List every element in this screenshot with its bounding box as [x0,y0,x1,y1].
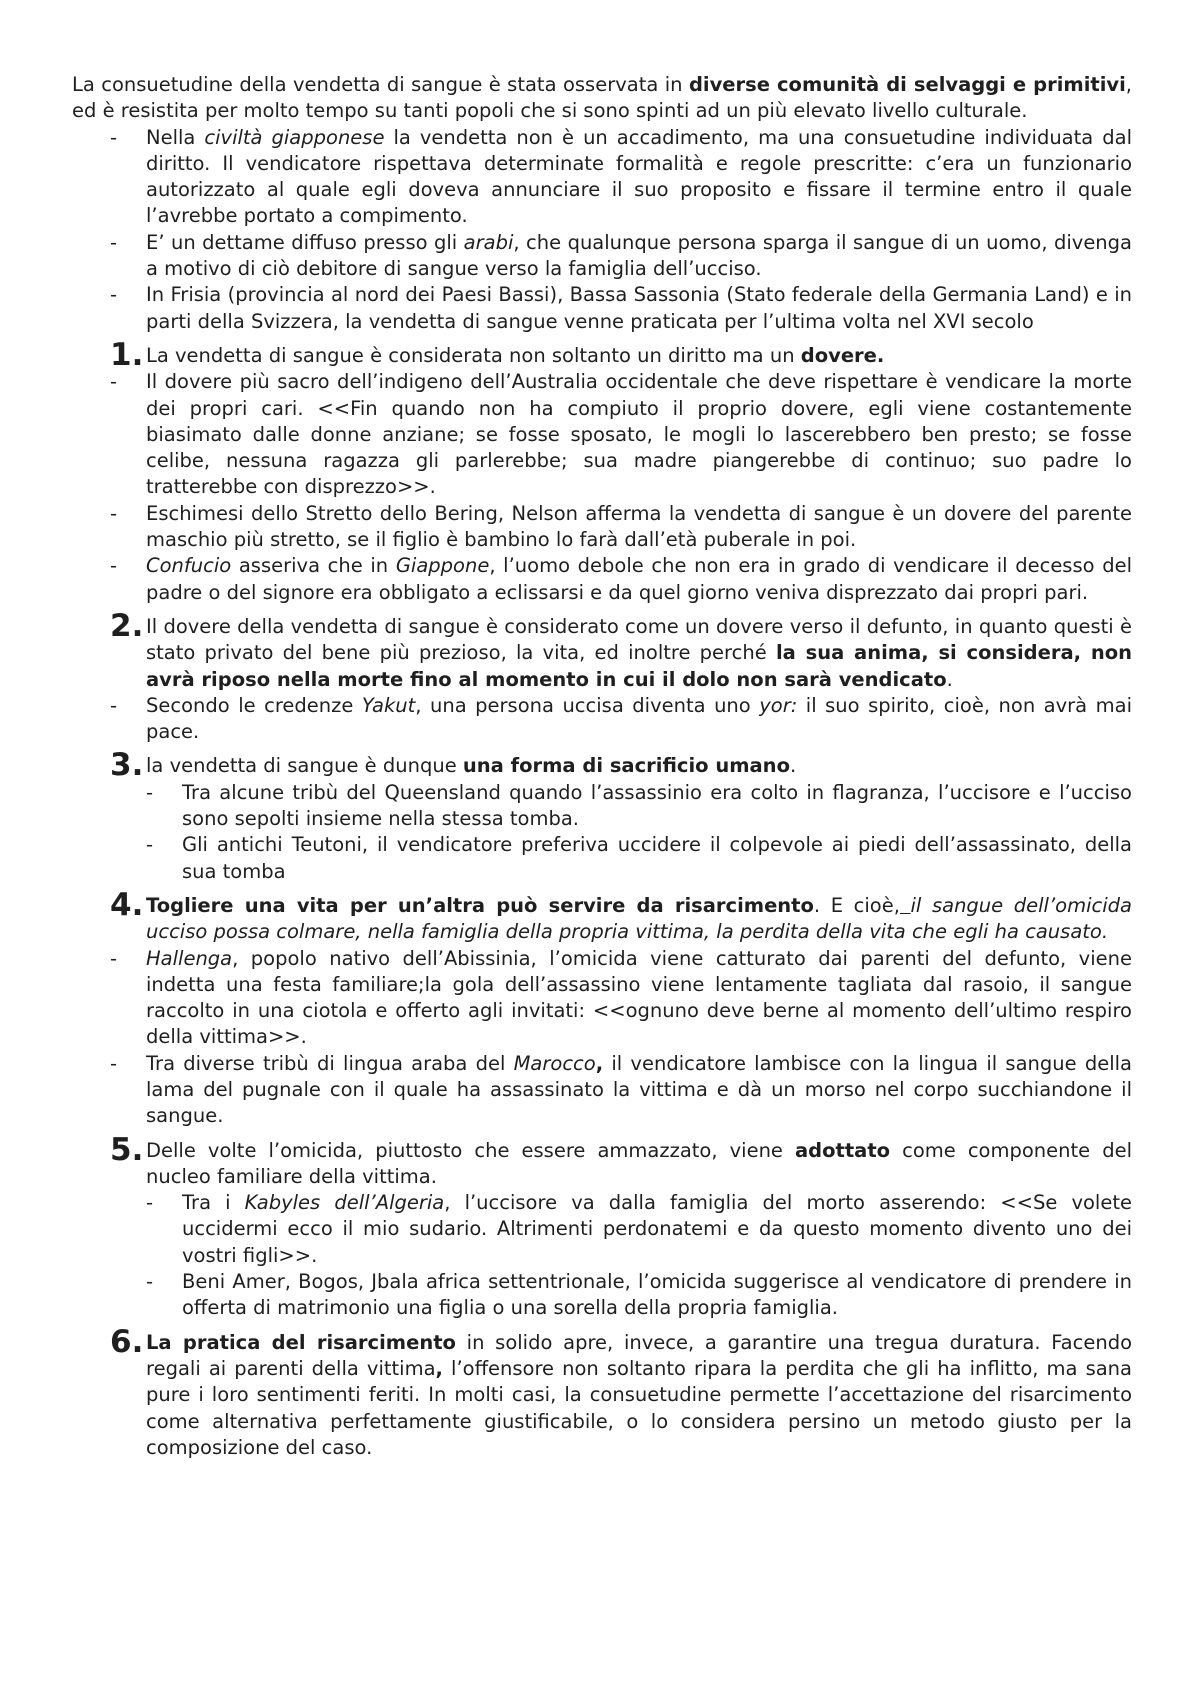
dash-bullet: - [146,1270,154,1294]
dash-bullet: - [110,554,118,578]
item-text: E’ un dettame diffuso presso gli [146,230,464,254]
dash-bullet: - [110,946,118,970]
item-text: Gli antichi Teutoni, il vendicatore preferiva uccidere il colpevole ai piedi dell’assassinato, della sua tomba [182,833,1132,883]
section-bold: La pratica del risarcimento [146,1330,456,1354]
section-text: Delle volte l’omicida, piuttosto che essere ammazzato, viene [146,1138,795,1162]
dash-bullet: - [110,125,118,149]
section-text: in solido apre, invece, a garantire una tregua duratura. Facendo regali ai parenti della vittima [146,1330,1132,1380]
dash-bullet: - [110,693,118,717]
intro-text-1: La consuetudine della vendetta di sangue è stata osservata in [72,73,689,96]
list-item [72,282,1132,335]
list-item [72,125,1132,230]
item-italic: yor: [759,693,798,717]
item-text: Tra alcune tribù del Queensland quando l’assassinio era colto in flagranza, l’uccisore e l’ucciso sono sepolti insieme nella stessa tomba. [182,780,1132,831]
item-text: , una persona uccisa diventa uno [415,693,760,717]
sub-list-item [72,1190,1132,1269]
list-item [72,693,1132,746]
section-2 [72,607,1132,693]
section-bold: , [435,1356,443,1380]
section-italic: il sangue dell’omicida ucciso possa colmare, nella famiglia della propria vittima, la perdita della vita che egli ha causato. [146,893,1132,944]
section-number: 4. [110,886,144,923]
list-item [72,1051,1132,1130]
item-italic: civiltà giapponese [204,125,385,149]
item-text: la vendetta non è un accadimento, ma una consuetudine individuata dal diritto. Il vendicatore rispettava determinate formalità e regole prescritte: c’era un funzionario autorizzato al quale egli doveva annunciare il suo proposito e fissare il termine entro il quale l’avrebbe portato a compimento. [146,125,1132,228]
list-item [72,501,1132,554]
item-italic: Confucio [146,554,232,578]
list-item [72,230,1132,283]
section-text: . [946,667,953,691]
section-bold: adottato [795,1138,891,1162]
list-item [72,553,1132,606]
dash-bullet: - [110,283,118,307]
item-italic: Kabyles dell’Algeria [244,1191,445,1215]
item-text: il suo spirito, cioè, non avrà mai pace. [146,693,1132,744]
item-text: Nella [146,125,205,149]
section-text: l’offensore non soltanto ripara la perdita che gli ha inflitto, ma sana pure i loro sentimenti feriti. In molti casi, la consuetudine permette l’accettazione del risarcimento come alternativa perfettamente giustificabile, o lo considera persino un metodo giusto per la composizione del caso. [146,1356,1132,1459]
item-italic: arabi [463,230,514,254]
item-text: Beni Amer, Bogos, Jbala africa settentrionale, l’omicida suggerisce al vendicatore di prendere in offerta di matrimonio una figlia o una sorella della propria famiglia. [182,1270,1132,1320]
section-bold: dovere. [800,343,885,367]
item-text: Tra i [182,1191,245,1215]
dash-bullet: - [146,1191,154,1215]
section-text: come componente del nucleo familiare della vittima. [146,1138,1132,1188]
intro-bold: diverse comunità di selvaggi e primitivi [688,73,1126,96]
item-italic: Marocco [513,1051,596,1075]
item-italic: Giappone [395,554,490,578]
dash-bullet: - [146,833,154,857]
section-bold: Togliere una vita per un’altra può servire da risarcimento [146,893,814,917]
sub-list-item [72,832,1132,885]
section-4 [72,886,1132,946]
item-text: In Frisia (provincia al nord dei Paesi Bassi), Bassa Sassonia (Stato federale della Germania Land) e in parti della Svizzera, la vendetta di sangue venne praticata per l’ultima volta nel XVI secolo [146,283,1132,333]
section-6 [72,1323,1132,1461]
section-number: 6. [110,1323,144,1360]
section-1 [72,336,1132,373]
section-text: . [789,754,797,778]
item-text: Il dovere più sacro dell’indigeno dell’Australia occidentale che deve rispettare è vendicare la morte dei propri cari. <<Fin quando non ha compiuto il proprio dovere, egli viene costantemente biasimato dalle donne anziane; se fosse sposato, le mogli lo lascerebbero ben presto; se fosse celibe, nessuna ragazza gli parlerebbe; sua madre piangerebbe di continuo; suo padre lo tratterebbe con disprezzo>>. [146,370,1132,499]
sub-list-item [72,1269,1132,1322]
section-text: Il dovere della vendetta di sangue è considerato come un dovere verso il defunto, in quanto questi è stato privato del bene più prezioso, la vita, ed inoltre perché [146,614,1132,665]
dash-bullet: - [146,780,154,804]
section-5 [72,1131,1132,1191]
item-text: Secondo le credenze [146,693,362,717]
section-number: 5. [110,1131,144,1168]
dash-bullet: - [110,370,118,394]
section-number: 2. [110,607,144,644]
list-item [72,946,1132,1051]
section-text: . E cioè, [813,893,900,917]
item-text: , l’uccisore va dalla famiglia del morto asserendo: <<Se volete uccidermi ecco il mio sudario. Altrimenti perdonatemi e da questo momento divento uno dei vostri figli>>. [182,1191,1132,1267]
item-italic: Hallenga [146,946,233,970]
section-text: La vendetta di sangue è considerata non soltanto un diritto ma un [146,343,801,367]
section-number: 3. [110,747,144,784]
dash-bullet: - [110,230,118,254]
item-text: , l’uomo debole che non era in grado di vendicare il decesso del padre o del signore era obbligato a eclissarsi e da quel giorno veniva disprezzato dai propri pari. [146,554,1132,604]
item-text: , popolo nativo dell’Abissinia, l’omicida viene catturato dai parenti del defunto, viene indetta una festa familiare;la gola dell’assassino viene lentamente tagliata dal rasoio, il sangue raccolto in una ciotola e offerto agli invitati: <<ognuno deve berne al momento dell’ultimo respiro della vittima>>. [146,946,1132,1049]
dash-bullet: - [110,1051,118,1075]
item-text: Tra diverse tribù di lingua araba del [146,1051,514,1075]
intro-text-2: , ed è resistita per molto tempo su tanti popoli che si sono spinti ad un più elevato livello culturale. [72,73,1132,123]
intro-paragraph [72,72,1132,125]
item-text: , che qualunque persona sparga il sangue di un uomo, divenga a motivo di ciò debitore di sangue verso la famiglia dell’ucciso. [146,230,1132,281]
item-text: asseriva che in [231,554,396,578]
section-underline [900,894,911,917]
item-text: Eschimesi dello Stretto dello Bering, Nelson afferma la vendetta di sangue è un dovere del parente maschio più stretto, se il figlio è bambino lo farà dall’età puberale in poi. [146,501,1132,552]
item-bold: , [595,1051,604,1075]
section-text: la vendetta di sangue è dunque [146,754,463,778]
list-item [72,369,1132,500]
item-italic: Yakut [361,693,416,717]
item-text: il vendicatore lambisce con la lingua il sangue della lama del pugnale con il quale ha assassinato la vittima e dà un morso nel corpo succhiandone il sangue. [146,1051,1132,1128]
section-bold: una forma di sacrificio umano [462,754,790,778]
section-bold: la sua anima, si considera, non avrà riposo nella morte fino al momento in cui il dolo non sarà vendicato [146,641,1132,691]
section-3 [72,747,1132,784]
dash-bullet: - [110,501,118,525]
sub-list-item [72,780,1132,833]
section-number: 1. [110,336,144,373]
